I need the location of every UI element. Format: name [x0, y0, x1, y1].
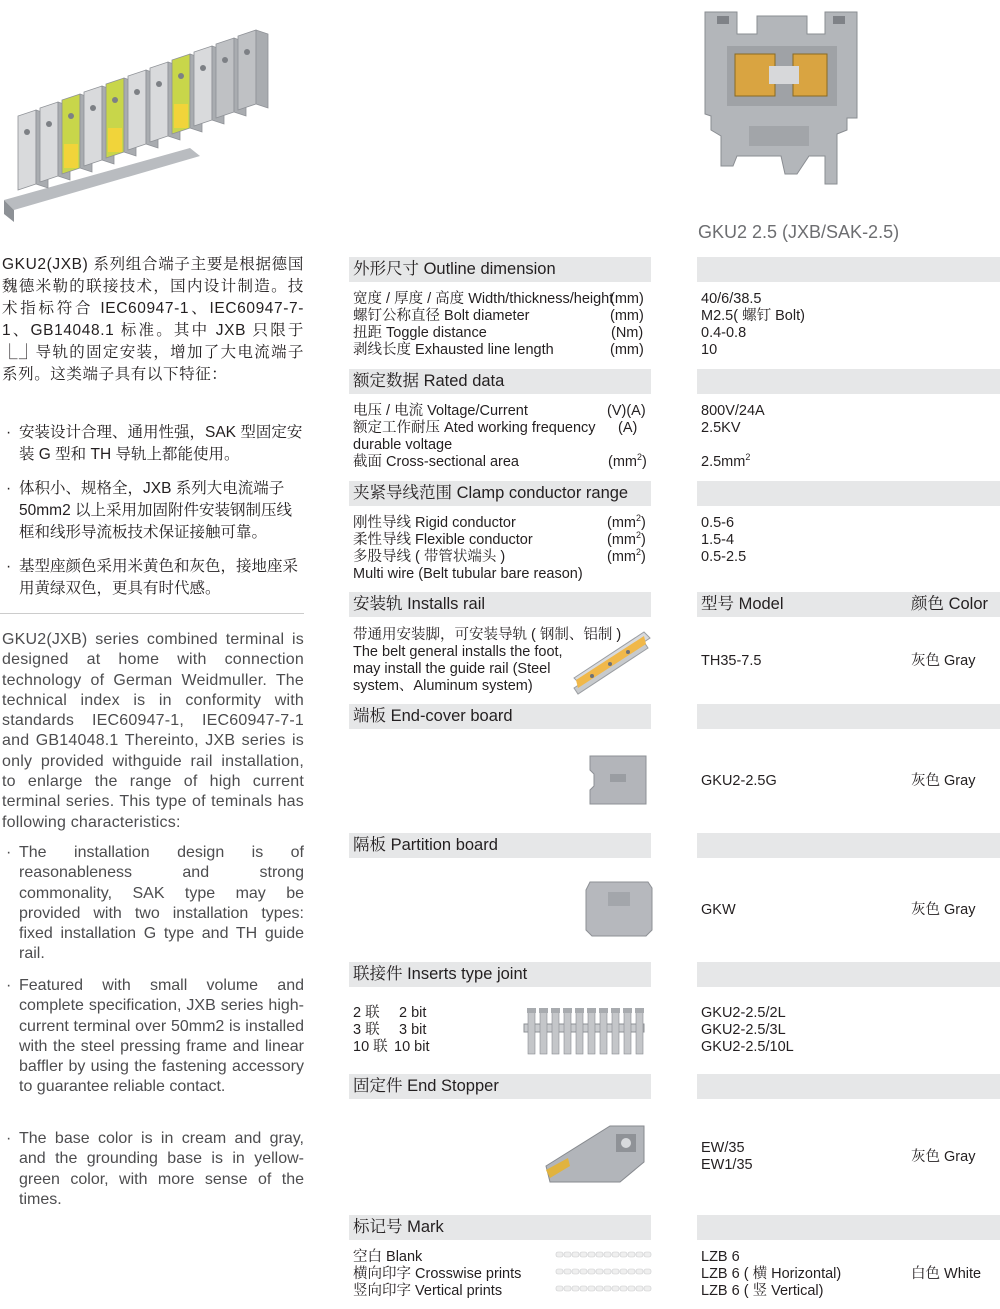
color-column-header: 颜色 Color [911, 595, 989, 613]
section-band [697, 481, 1000, 506]
spec-label: 电压 / 电流 Voltage/Current [353, 403, 528, 419]
model-value: LZB 6 ( 竖 Vertical) [701, 1283, 824, 1299]
insert-pin [587, 1008, 596, 1054]
bullet-text: 体积小、规格全，JXB 系列大电流端子 50mm2 以上采用加固附件安装钢制压线框和线形导流板技术保证接触可靠。 [19, 480, 292, 541]
spec-label-line2: durable voltage [353, 437, 453, 453]
intro-cn-bullet [6, 556, 304, 600]
insert-en: 3 bit [399, 1022, 427, 1038]
marker-strip [556, 1252, 651, 1257]
rail-desc-line: 带通用安装脚，可安装导轨 ( 钢制、铝制 ) [353, 627, 622, 643]
insert-en: 10 bit [394, 1039, 430, 1055]
intro-cn-paragraph: GKU2(JXB) 系列组合端子主要是根据德国魏德米勒的联接技术，国内设计制造。技术指标符合 IEC60947-1、IEC60947-7-1、GB14048.1 标准。其中 JXB 只限于⎿⏌导轨的固定安装，增加了大电流端子系列。这类端子具有以下特征： [2, 256, 304, 383]
partition-board-image [584, 880, 654, 938]
insert-cn: 3 联 [353, 1022, 380, 1038]
insert-joint-image [522, 1008, 647, 1056]
product-caption: GKU2 2.5 (JXB/SAK-2.5) [698, 222, 900, 242]
unit-text: (mm [607, 549, 636, 565]
bullet-dot: · [6, 424, 12, 441]
clamp-title: 夹紧导线范围 Clamp conductor range [353, 484, 629, 502]
insert-pin [551, 1008, 560, 1054]
unit-close: ) [641, 549, 646, 565]
spec-value: 0.5-2.5 [701, 549, 747, 565]
spec-label: 扭距 Toggle distance [353, 325, 487, 341]
spec-value: M2.5( 螺钉 Bolt) [701, 308, 805, 324]
value-sup: 2 [745, 452, 751, 463]
intro-en-bullet [6, 976, 304, 1098]
intro-en-bullet [6, 1129, 304, 1210]
insert-cn: 10 联 [353, 1039, 388, 1055]
spec-label: 柔性导线 Flexible conductor [353, 532, 533, 548]
bullet-dot: · [6, 844, 12, 861]
section-band [697, 257, 1000, 282]
spec-label: 额定工作耐压 Ated working frequency [353, 420, 596, 436]
mark-label: 竖向印字 Vertical prints [353, 1283, 503, 1299]
mark-label: 空白 Blank [353, 1249, 423, 1265]
insert-pin [623, 1008, 632, 1054]
spec-value: 0.4-0.8 [701, 325, 747, 341]
spec-unit: (Nm) [611, 325, 644, 341]
bullet-dot: · [6, 977, 12, 994]
spec-label: 刚性导线 Rigid conductor [353, 515, 516, 531]
unit-sup: 2 [636, 530, 642, 541]
end-cover-image [588, 752, 650, 808]
spec-value: 40/6/38.5 [701, 291, 762, 307]
intro-en-paragraph: GKU2(JXB) series combined terminal is designed at home with connection technology of German Weidmuller. The technical index is in conformity with standards IEC60947-1, IEC60947-7-1 and GB14048.1 Thereinto, JXB series is only provided withguide rail installation, to enlarge the range of high current terminal series. This type of teminals has following characteristics: [2, 631, 304, 831]
bullet-text: 安装设计合理、通用性强，SAK 型固定安装 G 型和 TH 导轨上都能使用。 [19, 424, 303, 463]
end-stopper-image [540, 1118, 650, 1188]
bullet-dot: · [6, 480, 12, 497]
rail-desc-line: may install the guide rail (Steel [353, 661, 551, 677]
spec-unit [608, 454, 647, 471]
rail-desc-line: The belt general installs the foot, [353, 644, 563, 660]
terminal-block-assembly-photo [0, 30, 310, 230]
color-value: 灰色 Gray [911, 902, 976, 918]
gku2-terminal-photo [697, 6, 867, 191]
outline-title: 外形尺寸 Outline dimension [353, 260, 556, 278]
intro-en-bullet [6, 843, 304, 965]
inserts-title: 联接件 Inserts type joint [353, 965, 528, 983]
value-text: 2.5mm [701, 454, 746, 470]
rated-title: 额定数据 Rated data [353, 372, 505, 390]
spec-label-line2: Multi wire (Belt tubular bare reason) [353, 566, 583, 582]
spec-value: 2.5KV [701, 420, 741, 436]
spec-value [701, 454, 750, 471]
spec-label: 截面 Cross-sectional area [353, 454, 519, 470]
marker-strip [556, 1286, 651, 1291]
color-value: 灰色 Gray [911, 1149, 976, 1165]
section-band [697, 962, 1000, 987]
spec-value: 1.5-4 [701, 532, 735, 548]
mark-title: 标记号 Mark [353, 1218, 444, 1236]
intro-cn-bullet [6, 478, 304, 544]
model-column-header: 型号 Model [701, 595, 784, 613]
model-value: GKU2-2.5G [701, 773, 777, 789]
unit-close: ) [641, 532, 646, 548]
unit-sup: 2 [636, 513, 642, 524]
bullet-text: Featured with small volume and complete specification, JXB series high-current terminal over 50mm2 is installed with the steel pressing frame and linear baffler by using the fastening accessory to guarantee reliable contact. [19, 977, 304, 1096]
stopper-title: 固定件 End Stopper [353, 1077, 499, 1095]
spec-value: 0.5-6 [701, 515, 735, 531]
mark-label: 横向印字 Crosswise prints [353, 1266, 522, 1282]
spec-unit: (mm) [610, 291, 644, 307]
unit-close: ) [642, 454, 647, 470]
marker-strips-image [554, 1252, 654, 1302]
bullet-text: The base color is in cream and gray, and the grounding base is in yellow-green color, with more sense of the times. [19, 1130, 304, 1208]
insert-pin [527, 1008, 536, 1054]
unit-sup: 2 [637, 452, 643, 463]
spec-unit: (mm) [610, 308, 644, 324]
unit-text: (mm [608, 454, 637, 470]
model-value: GKU2-2.5/10L [701, 1039, 794, 1055]
bullet-text: 基型座颜色采用米黄色和灰色，接地座采用黄绿双色，更具有时代感。 [19, 558, 299, 597]
model-value: LZB 6 ( 横 Horizontal) [701, 1266, 842, 1282]
insert-pin [563, 1008, 572, 1054]
spec-label: 宽度 / 厚度 / 高度 Width/thickness/height [353, 291, 614, 307]
insert-pin [539, 1008, 548, 1054]
terminal-block [238, 30, 268, 110]
spec-value: 800V/24A [701, 403, 765, 419]
divider [0, 613, 304, 614]
unit-sup: 2 [636, 547, 642, 558]
unit-close: ) [641, 515, 646, 531]
section-band [697, 1215, 1000, 1240]
section-band [697, 704, 1000, 729]
spec-label: 螺钉公称直径 Bolt diameter [353, 308, 530, 324]
spec-unit [607, 549, 646, 566]
insert-pin [611, 1008, 620, 1054]
rail-desc-line: system、Aluminum system) [353, 678, 533, 694]
intro-cn-bullet [6, 422, 304, 466]
bullet-text: The installation design is of reasonableness and strong commonality, SAK type may be provided with two installation types: fixed installation G type and TH guide rail. [19, 844, 304, 963]
spec-unit: (V)(A) [607, 403, 646, 419]
insert-pin [635, 1008, 644, 1054]
insert-cn: 2 联 [353, 1005, 380, 1021]
unit-text: (mm [607, 515, 636, 531]
spec-unit: (A) [618, 420, 638, 436]
spec-value: 10 [701, 342, 718, 358]
model-value: GKU2-2.5/2L [701, 1005, 786, 1021]
endcover-title: 端板 End-cover board [353, 707, 513, 725]
insert-en: 2 bit [399, 1005, 427, 1021]
section-band [697, 1074, 1000, 1099]
model-value: EW1/35 [701, 1157, 753, 1173]
model-value: TH35-7.5 [701, 653, 762, 669]
model-value: GKW [701, 902, 736, 918]
bullet-dot: · [6, 1130, 12, 1147]
section-band [697, 833, 1000, 858]
spec-unit: (mm) [610, 342, 644, 358]
rail-title: 安装轨 Installs rail [353, 595, 486, 613]
din-rail-image [572, 622, 652, 698]
insert-pin [575, 1008, 584, 1054]
color-value: 白色 White [911, 1266, 982, 1282]
section-band [697, 369, 1000, 394]
insert-pin [599, 1008, 608, 1054]
marker-strip [556, 1269, 651, 1274]
unit-text: (mm [607, 532, 636, 548]
model-value: GKU2-2.5/3L [701, 1022, 786, 1038]
color-value: 灰色 Gray [911, 773, 976, 789]
model-value: EW/35 [701, 1140, 745, 1156]
model-value: LZB 6 [701, 1249, 740, 1265]
color-value: 灰色 Gray [911, 653, 976, 669]
spec-label: 多股导线 ( 带管状端头 ) [353, 549, 506, 565]
bullet-dot: · [6, 558, 12, 575]
partition-title: 隔板 Partition board [353, 836, 498, 854]
spec-label: 剥线长度 Exhausted line length [353, 342, 554, 358]
